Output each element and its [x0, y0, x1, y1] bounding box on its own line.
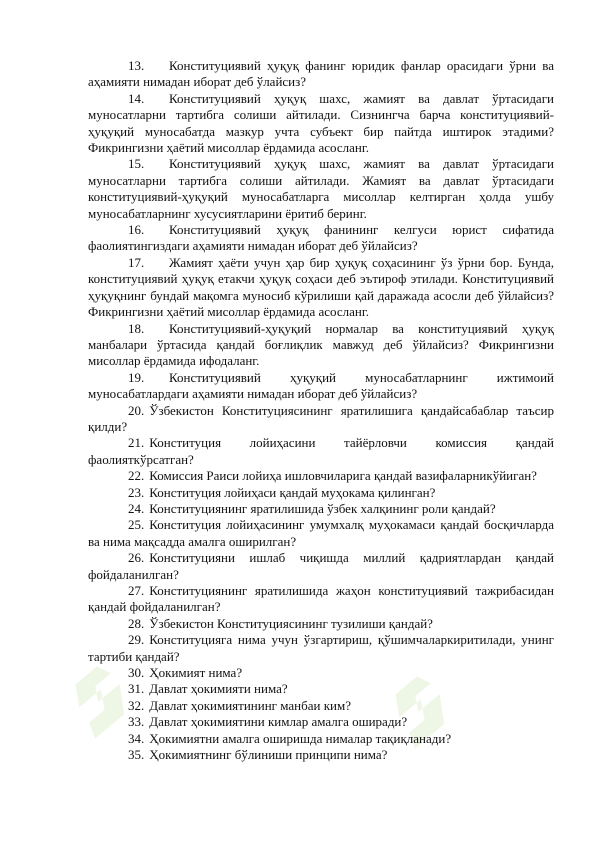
question-text: Конституциявий-ҳуқуқий нормалар ва конституциявий ҳуқуқ манбалари ўртасида қандай боғлиқлик мавжуд деб ўйлайсиз? Фикрингизни мисоллар ёрдамида ифодаланг. [88, 320, 554, 369]
question-text: Конституциянинг яратилишида ўзбек халқининг роли қандай? [149, 500, 496, 516]
question-number: 35. [128, 747, 145, 763]
question-text: Конституциявий ҳуқуқий муносабатларнинг ижтимоий муносабатлардаги аҳамияти нимадан иборат деб ўйлайсиз? [88, 369, 554, 402]
question-item [88, 156, 554, 222]
question-number: 34. [128, 730, 145, 746]
question-text: Конституция лойиҳасининг умумхалқ муҳокамаси қандай босқичларда ва нима мақсадда амалга оширилган? [88, 517, 554, 549]
question-text: Конституция лойиҳасини тайёрловчи комиссия қандай фаолияткўрсатган? [88, 435, 554, 467]
question-text: Давлат ҳокимиятини кимлар амалга оширади? [149, 714, 408, 730]
question-item [88, 501, 554, 517]
question-item [88, 681, 554, 697]
question-list [88, 58, 554, 763]
question-number: 33. [128, 714, 145, 730]
question-item [88, 435, 554, 468]
question-number: 23. [128, 484, 145, 500]
question-item [88, 403, 554, 436]
question-item [88, 517, 554, 550]
question-item [88, 583, 554, 616]
question-item [88, 370, 554, 403]
question-number: 14. [128, 90, 145, 106]
question-number: 29. [128, 632, 145, 648]
question-number: 19. [128, 369, 145, 385]
question-item [88, 747, 554, 763]
question-text: Конституциявий ҳуқуқ фанинг юридик фанлар орасидаги ўрни ва аҳамияти нимадан иборат деб ўлайсиз? [88, 58, 554, 90]
question-text: Конституциянинг яратилишида жаҳон конституциявий тажрибасидан қандай фойдаланилган? [88, 583, 554, 615]
question-number: 22. [128, 468, 145, 484]
question-text: Ҳокимиятни амалга оширишда нималар тақиқланади? [149, 730, 452, 746]
question-text: Конституциявий ҳуқуқ фанининг келгуси юрист сифатида фаолиятингиздаги аҳамияти нимадан иборат деб ўйлайсиз? [88, 222, 554, 254]
question-text: Конституцияга нима учун ўзгартириш, қўшимчаларкиритилади, унинг тартиби қандай? [88, 632, 554, 664]
question-number: 24. [128, 500, 145, 516]
question-text: Ҳокимиятнинг бўлиниши принципи нима? [149, 747, 388, 763]
question-item [88, 255, 554, 321]
question-number: 13. [128, 58, 145, 73]
question-number: 20. [128, 402, 145, 418]
question-text: Конституциявий ҳуқуқ шахс, жамият ва давлат ўртасидаги муносатларни тартибга солиши айтилади. Жамият ва давлат ўртасидаги конституциявий-ҳуқуқий муносабатларга мисоллар келтирган ҳолда ушбу муносабатларнинг хусусиятларини ёритиб беринг. [88, 156, 554, 221]
question-item [88, 222, 554, 255]
question-text: Конституциявий ҳуқуқ шахс, жамият ва давлат ўртасидаги муносатларни тартибга солиши айтилади. Сизнингча барча конституциявий-ҳуқуқий муносабатда мазкур учта субъект бир пайтда иштирок этадими? Фикрингизни ҳаётий мисоллар ёрдамида асосланг. [88, 90, 554, 156]
question-number: 30. [128, 665, 145, 681]
question-text: Давлат ҳокимиятининг манбаи ким? [149, 697, 351, 713]
question-item [88, 485, 554, 501]
question-item [88, 58, 554, 91]
question-number: 21. [128, 435, 145, 451]
question-item [88, 550, 554, 583]
question-item [88, 665, 554, 681]
question-number: 16. [128, 222, 145, 238]
question-text: Ўзбекистон Конституциясининг яратилишига қандайсабаблар таъсир қилди? [88, 402, 554, 434]
question-text: Ўзбекистон Конституциясининг тузилиши қандай? [149, 615, 433, 631]
question-text: Давлат ҳокимияти нима? [149, 681, 288, 697]
question-item [88, 714, 554, 730]
question-item [88, 321, 554, 370]
question-item [88, 468, 554, 484]
question-number: 18. [128, 320, 145, 336]
question-number: 25. [128, 517, 145, 533]
question-number: 27. [128, 583, 145, 598]
question-number: 32. [128, 697, 145, 713]
question-number: 28. [128, 615, 145, 631]
question-item [88, 616, 554, 632]
question-number: 17. [128, 254, 145, 270]
question-number: 26. [128, 550, 145, 566]
question-item [88, 698, 554, 714]
question-item [88, 731, 554, 747]
question-item [88, 632, 554, 665]
question-number: 31. [128, 681, 145, 697]
question-text: Конституция лойиҳаси қандай муҳокама қилинган? [149, 484, 436, 500]
question-text: Конституцияни ишлаб чиқишда миллий қадриятлардан қандай фойдаланилган? [88, 550, 554, 582]
question-item [88, 91, 554, 157]
question-number: 15. [128, 156, 145, 172]
question-text: Жамият ҳаёти учун ҳар бир ҳуқуқ соҳасининг ўз ўрни бор. Бунда, конституциявий ҳуқуқ етакчи ҳуқуқ соҳаси деб эътироф этилади. Конституциявий ҳуқуқнинг бундай мақомга муносиб кўрилиши қай даражада асосли деб ўйлайсиз? Фикрингизни ҳаётий мисоллар ёрдамида асосланг. [88, 254, 554, 320]
question-text: Комиссия Раиси лойиҳа ишловчиларига қандай вазифаларникўйиган? [149, 468, 537, 484]
question-text: Ҳокимият нима? [149, 665, 243, 681]
